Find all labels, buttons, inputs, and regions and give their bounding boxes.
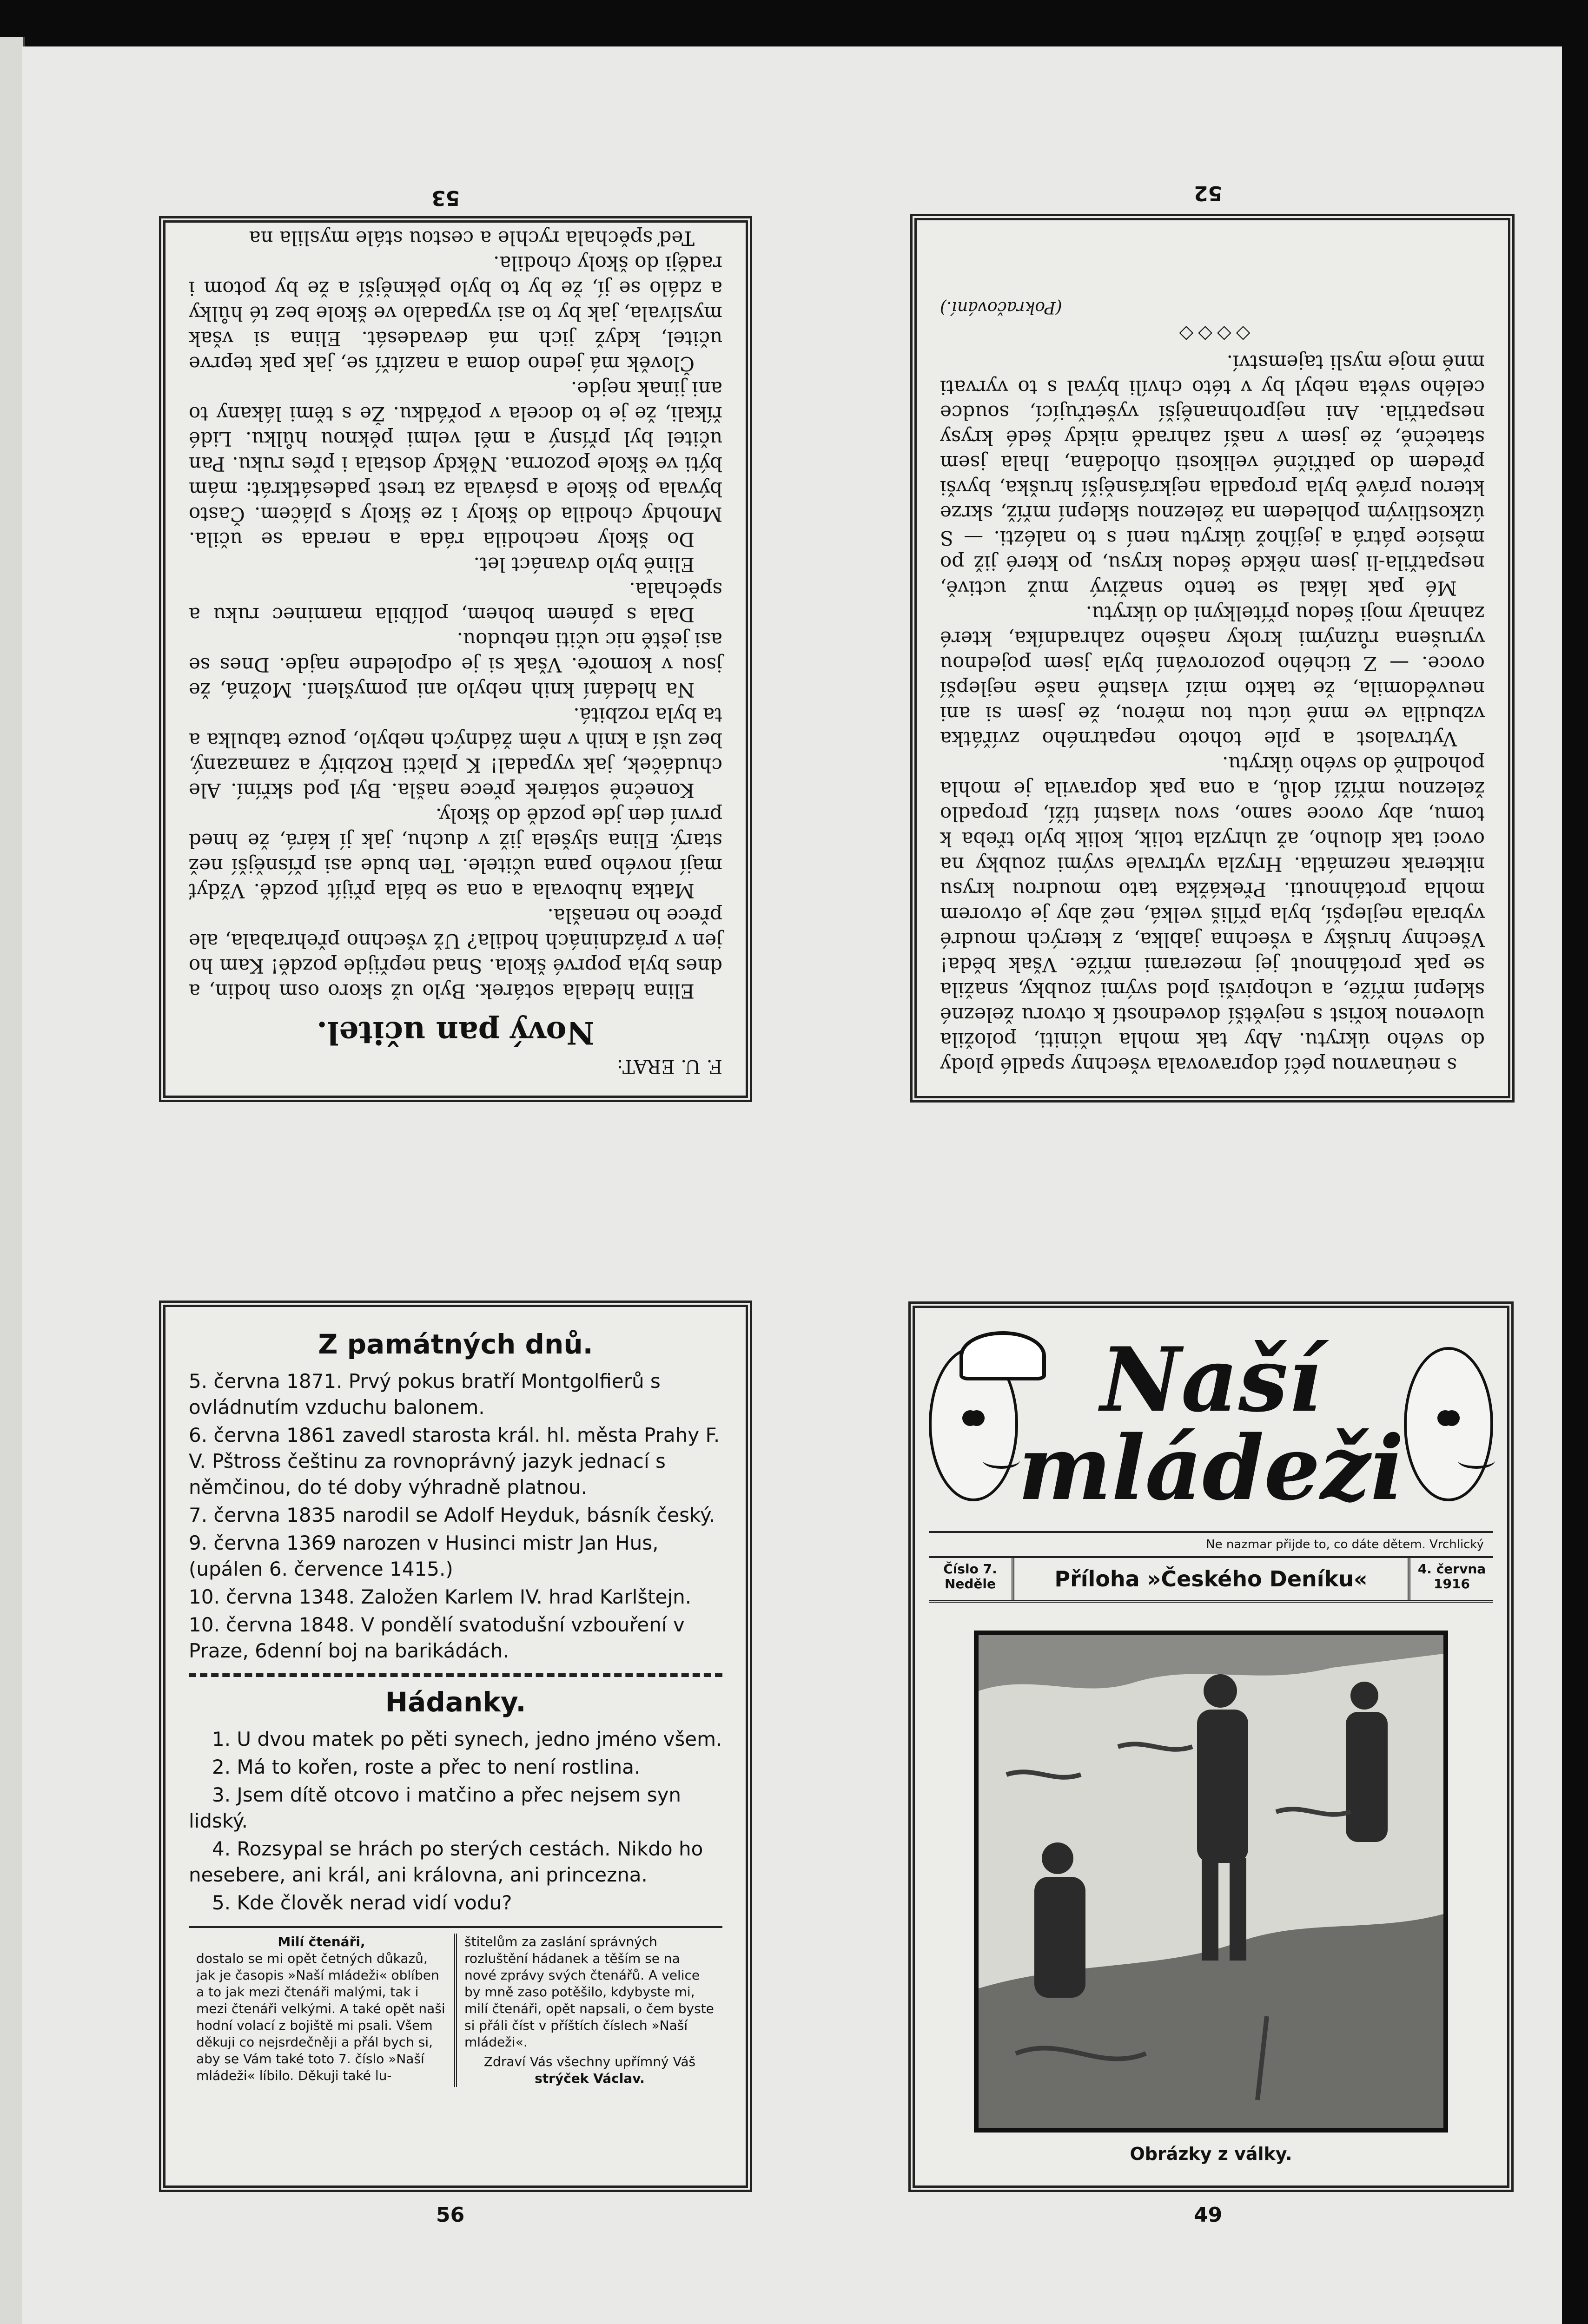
riddle-item: 1. U dvou matek po pěti synech, jedno jméno všem. bbox=[212, 1728, 722, 1750]
page-number-56: 56 bbox=[436, 2203, 465, 2227]
continuation-paragraph: Mé pak lákal se tento snaživý muž uctivě, nespatřila-li jsem někde šedou krysu, po které již po měsíce pátrá a jejíhož úkrytu není s to nalézti. — S úzkostlivým pohledem na železnou sklepní mříž, skrze kterou právě byla propadla nejkrásnější hruška, byvši předem do patřičné velikosti ohlodána, lhala jsem statečně, že jsem v naší zahradě nikdy šedé krysy nespatřila. Ani nejprohnanější vyšetřující, soudce celého světa nebyl by v této chvíli býval s to vyrvati mně moje mysli tajemství. bbox=[940, 351, 1485, 600]
story-page bbox=[159, 216, 752, 1102]
binding-edge bbox=[0, 37, 25, 2324]
riddle-item: 5. Kde člověk nerad vidí vodu? bbox=[212, 1891, 512, 1914]
continuation-page bbox=[910, 214, 1515, 1103]
memorial-list bbox=[189, 1368, 722, 1664]
memorial-title: Z památných dnů. bbox=[318, 1328, 593, 1360]
story-paragraph: Konečně sotárek přece našla. Byl pod skříní. Ale chudáček, jak vypadal! K plačti Rozbitý a zamazaný, bez uší a knih v něm žádných nebylo, pouze tabulka a ta byla rozbitá. bbox=[189, 704, 722, 802]
riddle-item: 2. Má to kořen, roste a přec to není rostlina. bbox=[212, 1756, 641, 1778]
page-number-49: 49 bbox=[1194, 2203, 1223, 2227]
bow-icon bbox=[959, 1331, 1046, 1380]
ornament: ◇◇◇◇ bbox=[1174, 324, 1251, 345]
brand-line-2: mládeži bbox=[1018, 1416, 1404, 1520]
story-paragraph: Elině bylo dvanáct let. bbox=[473, 553, 695, 576]
girl-face-illustration bbox=[929, 1347, 1018, 1501]
memorial-entry: 10. června 1348. Založen Karlem IV. hrad Karlštejn. bbox=[189, 1585, 692, 1608]
letter-greeting: Milí čtenáři, bbox=[278, 1934, 365, 1949]
masthead bbox=[929, 1317, 1493, 1533]
letter-right-column bbox=[454, 1934, 722, 2087]
continuation-signature: (Pokračování.) bbox=[940, 298, 1062, 317]
newspaper-sheet bbox=[22, 46, 1562, 2324]
page-number-53: 53 bbox=[431, 186, 460, 210]
boy-face-illustration bbox=[1404, 1347, 1493, 1501]
page-number-52: 52 bbox=[1194, 181, 1223, 205]
story-body bbox=[189, 225, 722, 1004]
editor-letter bbox=[189, 1926, 722, 2087]
illustration-caption: Obrázky z války. bbox=[1130, 2144, 1292, 2164]
letter-signature: strýček Václav. bbox=[535, 2071, 645, 2086]
story-paragraph: Matka hubovala a ona se bála přijít pozdě. Vždyť mají nového pana učitele. Ten bude asi přísnější než starý. Elina slyšela již v duchu, jak jí kárá, že hned první den jde pozdě do školy. bbox=[189, 804, 722, 902]
memorial-entry: 10. června 1848. V pondělí svatodušní vzbouření v Praze, 6denní boj na barikádách. bbox=[189, 1613, 685, 1662]
letter-left-text: dostalo se mi opět četných důkazů, jak je časopis »Naší mládeži« oblíben a to jak mezi čtenáři malými, tak i mezi čtenáři velkými. A také opět naši hodní volací z bojiště mi psali. Všem děkuji co nejsrdečněji a přál bych si, aby se Vám také toto 7. číslo »Naší mládeži« líbilo. Děkuji také lu- bbox=[196, 1951, 445, 2083]
cover-page bbox=[908, 1301, 1514, 2192]
war-illustration bbox=[974, 1631, 1448, 2133]
memorial-entry: 9. června 1369 narozen v Husinci mistr Jan Hus, (upálen 6. července 1415.) bbox=[189, 1532, 659, 1580]
memorial-entry: 6. června 1861 zavedl starosta král. hl. města Prahy F. V. Pštross češtinu za rovnoprávný jazyk jednací s němčinou, do té doby výhradně platnou. bbox=[189, 1424, 720, 1499]
mouth-icon bbox=[983, 1452, 1020, 1469]
issue-date: 4. června 1916 bbox=[1417, 1561, 1486, 1591]
letter-left-column bbox=[189, 1934, 454, 2087]
continuation-paragraph: Vytrvalost a píle tohoto nepatrného zvířátka vzbudila ve mně úctu tou měrou, že jsem si ani neuvědomila, že takto mizí vlastně naše nejlepší ovoce. — Z tichého pozorování byla jsem pojednou vyrušena různými kroky našeho zahradníka, které zahnaly moji šedou přítelkyni do úkrytu. bbox=[940, 602, 1485, 750]
brand-line-1: Naší bbox=[1100, 1328, 1322, 1432]
riddles-title: Hádanky. bbox=[385, 1686, 526, 1718]
story-paragraph: Člověk má jedno doma a nazítří se, jak pak teprve učitel, když jich má devadesát. Elina si však myslívala, jak by to asi vypadalo ve škole bez té hůlky a zdálo se jí, že by to bylo pěknější a že by potom i raději do školy chodila. bbox=[189, 252, 722, 375]
story-paragraph: Na hledání knih nebylo ani pomyšlení. Možná, že jsou v komoře. Však si je odpoledne najde. Dnes se asi ještě nic učiti nebudou. bbox=[189, 628, 722, 701]
riddle-item: 3. Jsem dítě otcovo i matčino a přec nejsem syn lidský. bbox=[189, 1783, 682, 1832]
letter-closing: Zdraví Vás všechny upřímný Váš bbox=[483, 2054, 696, 2069]
section-divider bbox=[189, 1673, 722, 1677]
mouth-icon bbox=[1458, 1452, 1495, 1469]
masthead-title bbox=[1018, 1328, 1404, 1520]
letter-right-text: štitelům za zaslání správných rozluštění hádanek a těším se na nové zprávy svých čtenářů. A velice by mně zaso potěšilo, kdybyste mi, milí čtenáři, opět napsali, o čem byste si přáli číst v příštích číslech »Naší mládeži«. bbox=[464, 1934, 714, 2050]
masthead-motto: Ne nazmar přijde to, co dáte dětem. Vrchlický bbox=[929, 1533, 1493, 1558]
riddles-list bbox=[189, 1726, 722, 1916]
continuation-body bbox=[940, 350, 1485, 1077]
story-paragraph: Dala s pánem bohem, políbila maminec ruku a spěchala. bbox=[189, 578, 722, 626]
story-paragraph: Elina hledala sotárek. Bylo už skoro osm hodin, a dnes byla poprvé škola. Snad nepřijde pozdě! Kam ho jen v prázdninách hodila? Už všechno přehrabala, ale přece ho nenašla. bbox=[189, 905, 722, 1003]
story-paragraph: Do školy nechodila ráda a nerada se učila. Mnohdy chodila do školy i ze školy s pláčem. Často bývala po škole a psávala za trest padesátkrát: mám býti ve škole pozorna. Někdy dostala i přes ruku. Pan učitel byl přísný a měl velmi pěknou hůlku. Lidé říkali, že je to docela v pořádku. Že s těmi lákany to ani jinak nejde. bbox=[189, 377, 722, 551]
story-author: F. U. ERAT: bbox=[616, 1056, 722, 1077]
riddle-item: 4. Rozsypal se hrách po sterých cestách. Nikdo ho nesebere, ani král, ani královna, ani princezna. bbox=[189, 1837, 703, 1886]
continuation-paragraph: s neúnavnou péčí dopravovala všechny spadlé plody do svého úkrytu. Aby tak mohla učiniti, položila ulovenou kořist s největší dovedností k otvoru železné sklepní mříže, a uchopivši plod svými zoubky, snažila se pak protáhnout jej mezerami mříže. Však běda! Všechny hrušky a všechna jablka, z kterých moudré vybrala nejlepší, byla příliš velká, než aby je otvorem mohla protáhnouti. Překážka tato moudrou krysu nikterak nezmátla. Hryzla vytrvale svými zoubky na ovoci tak dlouho, až uhryzla tolik, kolik bylo třeba k tomu, aby ovoce samo, svou vlastní tíží, propadlo železnou mříží dolů, a ona pak dopravila je mohla pohodlně do svého úkrytu. bbox=[940, 753, 1485, 1076]
memorial-entry: 5. června 1871. Prvý pokus bratří Montgolfierů s ovládnutím vzduchu balonem. bbox=[189, 1370, 661, 1419]
memorial-page bbox=[159, 1301, 752, 2192]
story-paragraph: Teď spěchala rychle a cestou stále myslila na bbox=[249, 227, 695, 250]
memorial-entry: 7. června 1835 narodil se Adolf Heyduk, básník český. bbox=[189, 1504, 715, 1526]
supplement-label: Příloha »Českého Deníku« bbox=[1012, 1558, 1410, 1600]
soldiers-sketch-icon bbox=[979, 1635, 1443, 2128]
issue-number: Číslo 7. Neděle bbox=[943, 1561, 997, 1591]
issue-info-bar bbox=[929, 1558, 1493, 1603]
story-title: Nový pan učitel. bbox=[317, 1015, 595, 1051]
